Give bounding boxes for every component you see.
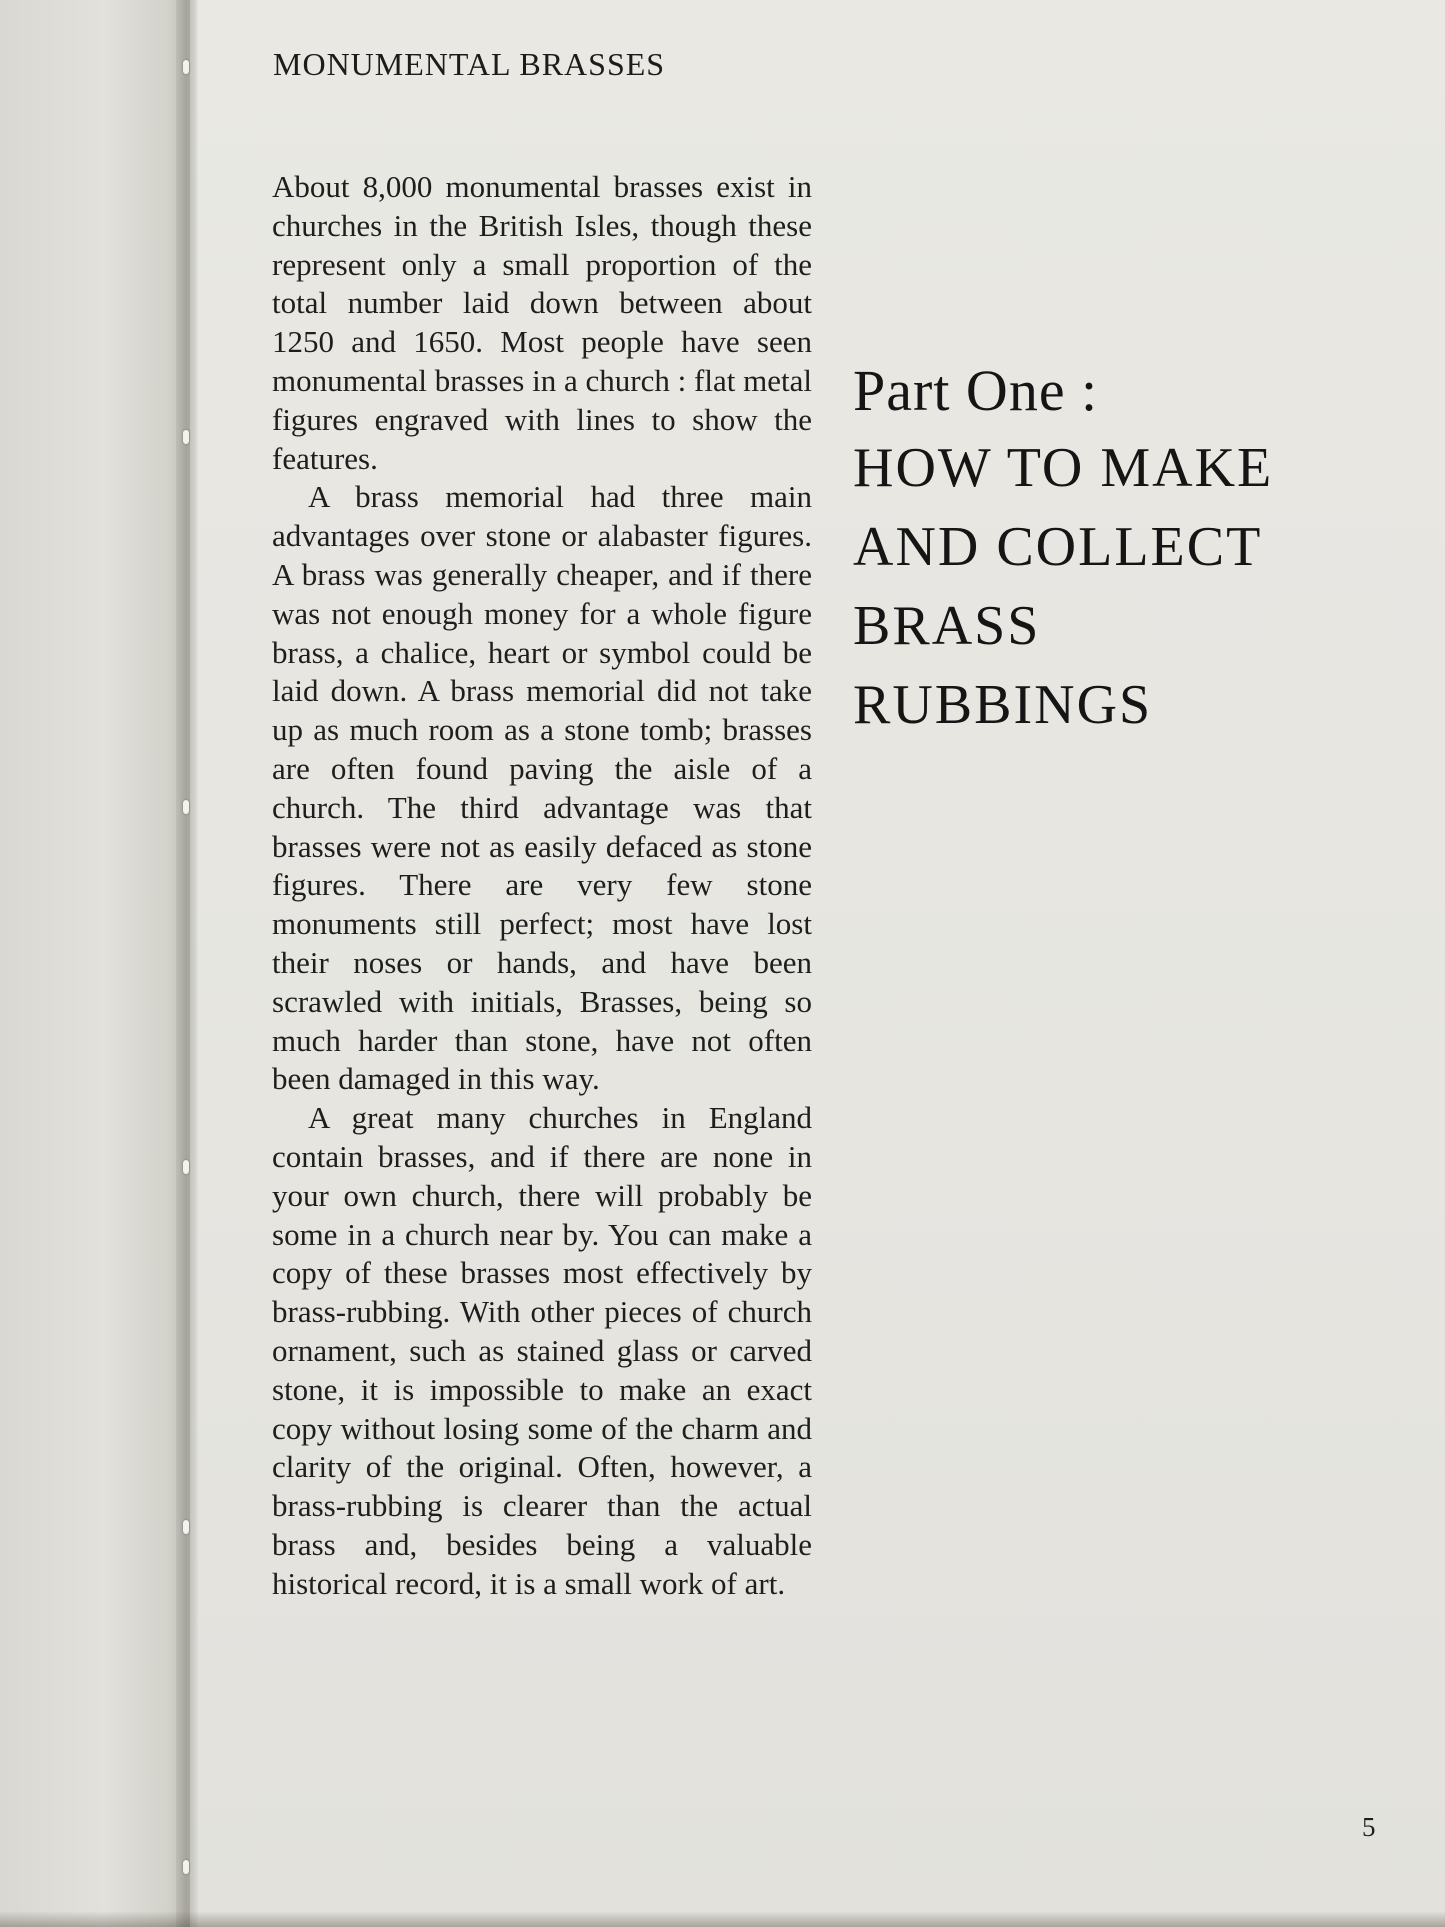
page-number: 5 [1362,1812,1376,1842]
binding-stitch [183,430,189,444]
facing-page-edge [0,0,190,1927]
body-text-column [272,168,812,1603]
binding-stitch [183,1860,189,1874]
running-head: MONUMENTAL BRASSES [273,46,666,82]
binding-stitch [183,800,189,814]
part-label: Part One : [853,358,1099,423]
binding-stitch [183,1520,189,1534]
binding-gutter [176,0,198,1927]
part-title-block [853,355,1413,745]
binding-stitch [183,60,189,74]
body-paragraph-3: A great many churches in England contain brasses, and if there are none in your own church, there will probably be some in a church near by. You can make a copy of these brasses most effectively by brass-rubbing. With other pieces of church ornament, such as stained glass or carved stone, it is impossible to make an exact copy without losing some of the charm and clarity of the original. Often, however, a brass-rubbing is clearer than the actual brass and, besides being a valuable historical record, it is a small work of art. [272,1100,812,1601]
body-paragraph-2: A brass memorial had three main advantages over stone or alabaster figures. A brass was generally cheaper, and if there was not enough money for a whole figure brass, a chalice, heart or symbol could be laid down. A brass memorial did not take up as much room as a stone tomb; brasses are often found paving the aisle of a church. The third advantage was that brasses were not as easily defaced as stone figures. There are very few stone monuments still perfect; most have lost their noses or hands, and have been scrawled with initials, Brasses, being so much harder than stone, have not often been damaged in this way. [272,479,812,1097]
binding-stitch [183,1160,189,1174]
body-paragraph-1: About 8,000 monumental brasses exist in churches in the British Isles, though these represent only a small proportion of the total number laid down between about 1250 and 1650. Most people have seen monumental brasses in a church : flat metal figures engraved with lines to show the features. [272,169,812,476]
part-heading: HOW TO MAKE AND COLLECT BRASS RUBBINGS [853,437,1274,736]
page-bottom-shadow [0,1911,1445,1927]
